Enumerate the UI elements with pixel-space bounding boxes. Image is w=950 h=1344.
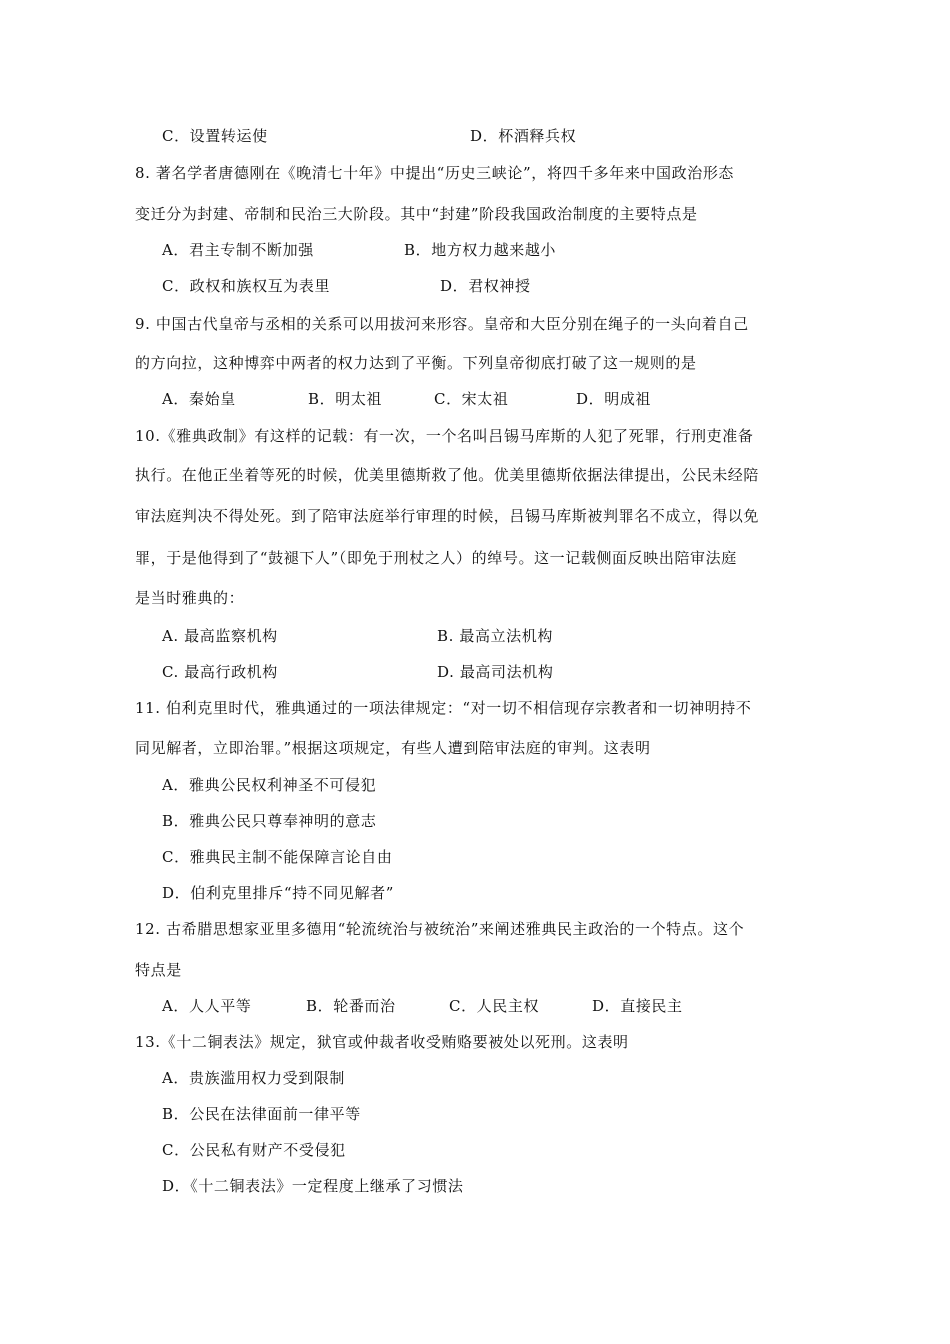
- q12-option-c: C．人民主权: [449, 997, 540, 1015]
- q10-option-d: D. 最高司法机构: [437, 663, 554, 681]
- q11-stem-line-2: 同见解者，立即治罪。”根据这项规定，有些人遭到陪审法庭的审判。这表明: [135, 739, 651, 757]
- q11-option-b: B．雅典公民只尊奉神明的意志: [162, 812, 377, 830]
- q8-option-c: C．政权和族权互为表里: [162, 277, 331, 295]
- q8-option-d: D．君权神授: [440, 277, 531, 295]
- q8-option-b: B．地方权力越来越小: [404, 241, 557, 259]
- q11-stem-line-1: 11. 伯利克里时代，雅典通过的一项法律规定：“对一切不相信现存宗教者和一切神明持不: [135, 699, 752, 717]
- q9-option-d: D．明成祖: [576, 390, 652, 408]
- q10-option-a: A. 最高监察机构: [162, 627, 278, 645]
- q7-option-d: D．杯酒释兵权: [470, 127, 577, 145]
- q7-option-c: C．设置转运使: [162, 127, 268, 145]
- q12-stem-line-2: 特点是: [135, 961, 182, 979]
- q10-stem-line-1: 10.《雅典政制》有这样的记载：有一次，一个名叫吕锡马库斯的人犯了死罪，行刑吏准备: [135, 427, 754, 445]
- q10-option-c: C. 最高行政机构: [162, 663, 278, 681]
- q12-stem-line-1: 12. 古希腊思想家亚里多德用“轮流统治与被统治”来阐述雅典民主政治的一个特点。这个: [135, 920, 745, 938]
- q9-option-b: B．明太祖: [308, 390, 383, 408]
- q13-option-a: A．贵族滥用权力受到限制: [162, 1069, 346, 1087]
- q9-option-c: C．宋太祖: [434, 390, 509, 408]
- q10-stem-line-3: 审法庭判决不得处死。到了陪审法庭举行审理的时候，吕锡马库斯被判罪名不成立，得以免: [135, 507, 760, 525]
- q9-option-a: A．秦始皇: [162, 390, 236, 408]
- q12-option-d: D．直接民主: [592, 997, 683, 1015]
- q13-stem-line-1: 13.《十二铜表法》规定，狱官或仲裁者收受贿赂要被处以死刑。这表明: [135, 1033, 629, 1051]
- q10-option-b: B. 最高立法机构: [437, 627, 553, 645]
- q9-stem-line-2: 的方向拉，这种博弈中两者的权力达到了平衡。下列皇帝彻底打破了这一规则的是: [135, 354, 697, 372]
- q10-stem-line-2: 执行。在他正坐着等死的时候，优美里德斯救了他。优美里德斯依据法律提出，公民未经陪: [135, 466, 760, 484]
- q13-option-b: B．公民在法律面前一律平等: [162, 1105, 361, 1123]
- q12-option-a: A．人人平等: [162, 997, 252, 1015]
- q11-option-d: D．伯利克里排斥“持不同见解者”: [162, 884, 394, 902]
- q13-option-d: D．《十二铜表法》一定程度上继承了习惯法: [162, 1177, 464, 1195]
- q8-stem-line-1: 8. 著名学者唐德刚在《晚清七十年》中提出“历史三峡论”，将四千多年来中国政治形态: [135, 164, 735, 182]
- q11-option-a: A．雅典公民权利神圣不可侵犯: [162, 776, 377, 794]
- q13-option-c: C．公民私有财产不受侵犯: [162, 1141, 346, 1159]
- q8-stem-line-2: 变迁分为封建、帝制和民治三大阶段。其中“封建”阶段我国政治制度的主要特点是: [135, 205, 698, 223]
- q10-stem-line-5: 是当时雅典的：: [135, 589, 245, 607]
- q9-stem-line-1: 9. 中国古代皇帝与丞相的关系可以用拔河来形容。皇帝和大臣分别在绳子的一头向着自己: [135, 315, 749, 333]
- q11-option-c: C．雅典民主制不能保障言论自由: [162, 848, 393, 866]
- q8-option-a: A．君主专制不断加强: [162, 241, 314, 259]
- q10-stem-line-4: 罪，于是他得到了“鼓褪下人”（即免于刑杖之人）的绰号。这一记载侧面反映出陪审法庭: [135, 549, 737, 567]
- q12-option-b: B．轮番而治: [306, 997, 396, 1015]
